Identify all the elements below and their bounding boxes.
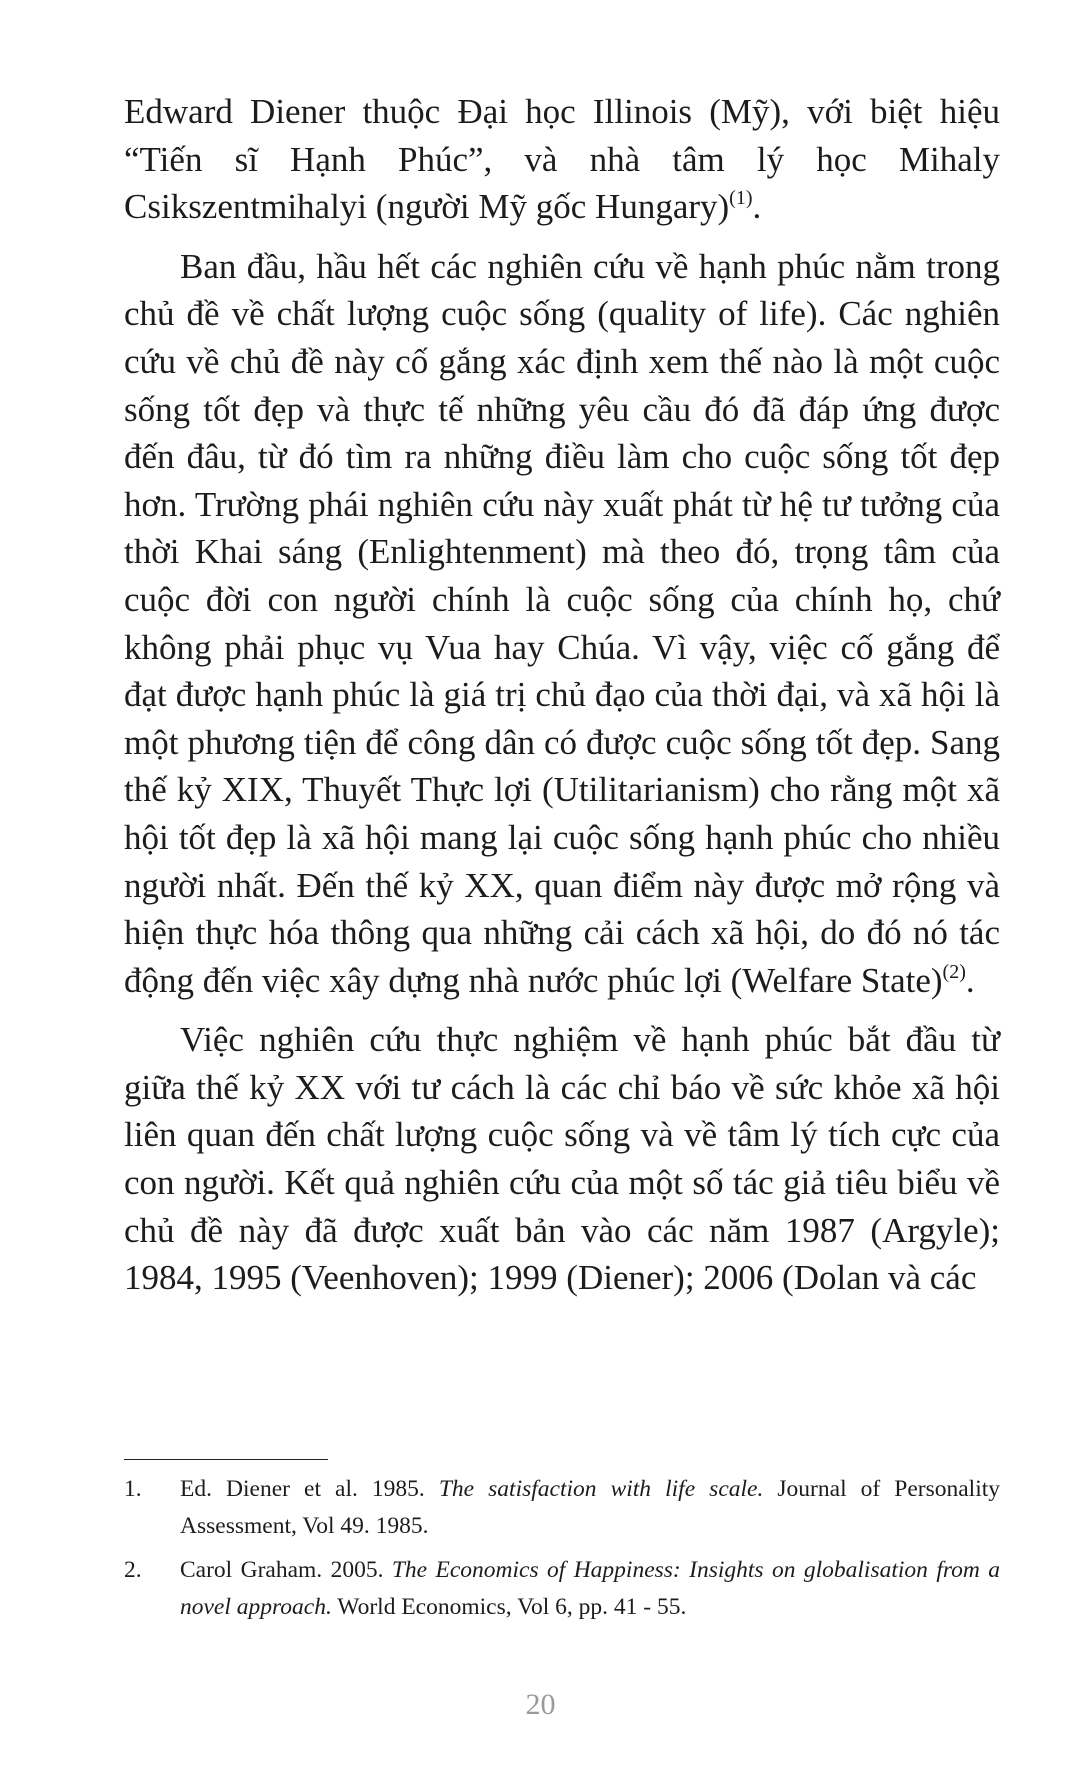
footnote-ref-1: (1) <box>729 187 753 210</box>
page-number: 20 <box>525 1688 556 1721</box>
body-text <box>124 88 1000 1302</box>
footnote-2 <box>124 1552 1000 1626</box>
footnotes <box>124 1471 1000 1633</box>
footnote-1 <box>124 1471 1000 1545</box>
paragraph-3: Việc nghiên cứu thực nghiệm về hạnh phúc bắt đầu từ giữa thế kỷ XX với tư cách là các chỉ báo về sức khỏe xã hội liên quan đến chất lượng cuộc sống và về tâm lý tích cực của con người. Kết quả nghiên cứu của một số tác giả tiêu biểu về chủ đề này đã được xuất bản vào các năm 1987 (Argyle); 1984, 1995 (Veenhoven); 1999 (Diener); 2006 (Dolan và các <box>124 1020 1000 1298</box>
footnote-divider <box>124 1459 328 1460</box>
footnote-title: The Economics of Happiness: Insights on globalisation from a novel approach. <box>180 1557 1000 1620</box>
footnote-ref-2: (2) <box>942 960 966 983</box>
paragraph-2: Ban đầu, hầu hết các nghiên cứu về hạnh phúc nằm trong chủ đề về chất lượng cuộc sống (quality of life). Các nghiên cứu về chủ đề này cố gắng xác định xem thế nào là một cuộc sống tốt đẹp và thực tế những yêu cầu đó đã đáp ứng được đến đâu, từ đó tìm ra những điều làm cho cuộc sống tốt đẹp hơn. Trường phái nghiên cứu này xuất phát từ hệ tư tưởng của thời Khai sáng (Enlightenment) mà theo đó, trọng tâm của cuộc đời con người chính là cuộc sống của chính họ, chứ không phải phục vụ Vua hay Chúa. Vì vậy, việc cố gắng để đạt được hạnh phúc là giá trị chủ đạo của thời đại, và xã hội là một phương tiện để công dân có được cuộc sống tốt đẹp. Sang thế kỷ XIX, Thuyết Thực lợi (Utilitarianism) cho rằng một xã hội tốt đẹp là xã hội mang lại cuộc sống hạnh phúc cho nhiều người nhất. Đến thế kỷ XX, quan điểm này được mở rộng và hiện thực hóa thông qua những cải cách xã hội, do đó nó tác động đến việc xây dựng nhà nước phúc lợi (Welfare State)$^{(2)}$. <box>124 246 1000 1000</box>
footnote-text: Ed. Diener et al. 1985. The satisfaction with life scale. Journal of Personality Assessment, Vol 49. 1985. <box>180 1476 1001 1539</box>
footnote-number: 2. <box>124 1557 142 1583</box>
footnote-title: The satisfaction with life scale. <box>438 1476 764 1502</box>
footnote-number: 1. <box>124 1476 142 1502</box>
footnote-text: Carol Graham. 2005. The Economics of Happiness: Insights on globalisation from a novel approach. World Economics, Vol 6, pp. 41 - 55. <box>180 1557 1000 1620</box>
paragraph-1: Edward Diener thuộc Đại học Illinois (Mỹ), với biệt hiệu “Tiến sĩ Hạnh Phúc”, và nhà tâm lý học Mihaly Csikszentmihalyi (người Mỹ gốc Hungary)$^{(1)}$. <box>124 92 1000 227</box>
